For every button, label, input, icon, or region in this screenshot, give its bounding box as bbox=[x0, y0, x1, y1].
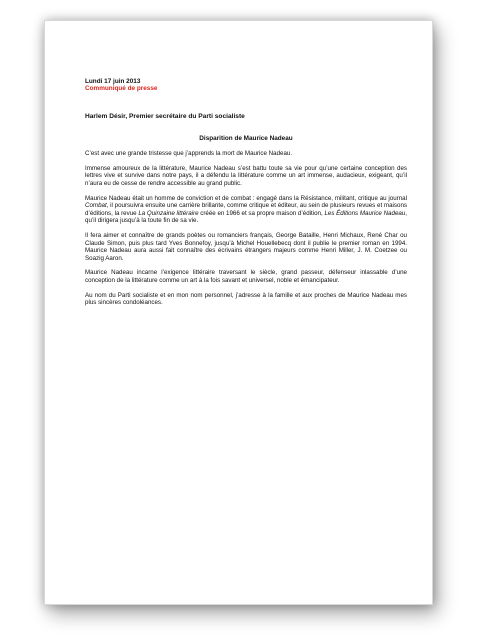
paragraph-4: Il fera aimer et connaître de grands poètes ou romanciers français, George Bataille, Henri Michaux, René Char ou Claude Simon, puis plus tard Yves Bonnefoy, jusqu’à Michel Houellebecq dont il publie le premier roman en 1994. Maurice Nadeau aura aussi fait connaître des écrivains étrangers majeurs comme Henri Miller, J. M. Coetzee ou Soazig Aaron. bbox=[85, 231, 407, 262]
paragraph-1: C’est avec une grande tristesse que j’apprends la mort de Maurice Nadeau. bbox=[85, 150, 293, 158]
newspaper-title: Combat bbox=[85, 202, 107, 210]
paragraph-5: Maurice Nadeau incarne l’exigence littéraire traversant le siècle, grand passeur, défenseur inlassable d’une conception de la littérature comme un art à la fois savant et universel, noble et émancipateur. bbox=[85, 269, 407, 284]
paragraph-3 bbox=[85, 195, 407, 225]
document-date: Lundi 17 juin 2013 bbox=[85, 78, 141, 85]
paragraph-3-text: créée en 1966 et sa propre maison d’édition, bbox=[198, 209, 325, 217]
document-content bbox=[85, 78, 407, 307]
publisher-name: Les Éditions Maurice Nadeau bbox=[324, 209, 406, 217]
document-page bbox=[44, 20, 433, 605]
paragraph-2: Immense amoureux de la littérature, Maurice Nadeau s’est battu toute sa vie pour qu’une certaine conception des lettres vive et survive dans notre pays, il a défendu la littérature comme un art immense, audacieux, exigeant, qu’il n’aura eu de cesse de rendre accessible au grand public. bbox=[85, 164, 407, 187]
document-type: Communiqué de presse bbox=[85, 85, 158, 93]
paragraph-3-text: , qu’il dirigera jusqu’à la toute fin de sa vie. bbox=[85, 209, 407, 225]
document-title: Disparition de Maurice Nadeau bbox=[199, 134, 293, 142]
paragraph-3-text: , il poursuivra ensuite une carrière brillante, comme critique et éditeur, au sein de plusieurs revues et maisons d’éditions, la revue bbox=[85, 202, 407, 217]
review-title: La Quinzaine littéraire bbox=[138, 209, 199, 217]
paragraph-6: Au nom du Parti socialiste et en mon nom personnel, j’adresse à la famille et aux proches de Maurice Nadeau mes plus sincères condoléances. bbox=[85, 291, 407, 307]
paragraph-3-text: Maurice Nadeau était un homme de conviction et de combat : engagé dans la Résistance, militant, critique au journal bbox=[85, 194, 407, 202]
document-author: Harlem Désir, Premier secrétaire du Parti socialiste bbox=[85, 112, 245, 120]
